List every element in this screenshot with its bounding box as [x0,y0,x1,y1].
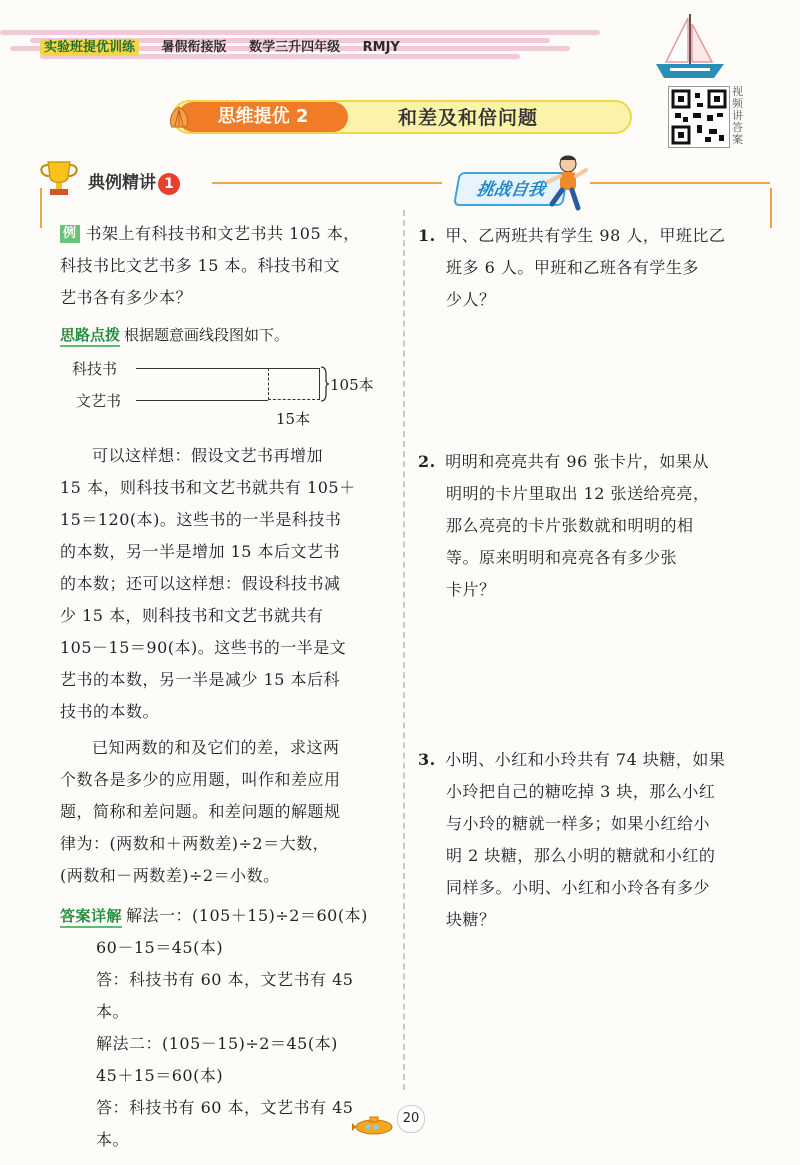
question-line: 同样多。小明、小红和小玲各有多少 [446,878,711,897]
section-rule [212,182,442,184]
series-header [40,36,400,55]
diagram-difference-box [268,368,320,400]
explanation-line: 15 本，则科技书和文艺书就共有 105＋ [60,478,356,497]
question-line: 小玲把自己的糖吃掉 3 块，那么小红 [446,782,716,801]
rule-line: (两数和－两数差)÷2＝小数。 [60,866,280,885]
example-section-header [88,168,180,195]
explanation-paragraph [60,440,392,728]
example-question-line: 例 书架上有科技书和文艺书共 105 本， [60,218,390,250]
column-divider [403,210,405,1090]
explanation-line: 可以这样想：假设文艺书再增加 [92,446,324,465]
trophy-icon [36,158,82,198]
question-line: 班多 6 人。甲班和乙班各有学生多 [446,258,699,277]
question-number: 2. [418,452,436,471]
page-number: 20 [397,1105,425,1133]
boat-icon [650,10,730,85]
diagram-bottom-label: 文艺书 [76,392,122,410]
subject-label: 数学三升四年级 [249,40,341,55]
explanation-line: 艺书的本数，另一半是减少 15 本后科 [60,670,341,689]
explanation-line: 技书的本数。 [60,702,160,721]
diagram-top-label: 科技书 [72,360,118,378]
challenge-2: 2. 明明和亮亮共有 96 张卡片，如果从 明明的卡片里取出 12 张送给亮亮， 那么亮亮的卡片张数就和明明的相 等。原来明明和亮亮各有多少张 卡片？ [418,446,768,606]
rule-line: 已知两数的和及它们的差，求这两 [92,738,340,757]
qr-label: 视频讲答案 [732,85,743,146]
diagram-diff-label: 15本 [276,410,311,428]
answer-label: 答案详解 [60,906,122,928]
running-kid-icon [538,152,590,214]
question-line: 少人？ [446,290,496,309]
question-number: 3. [418,750,436,769]
example-section-title: 典例精讲 [88,173,156,193]
question-line: 与小玲的糖就一样多；如果小红给小 [446,814,711,833]
challenge-3: 3. 小明、小红和小玲共有 74 块糖，如果 小玲把自己的糖吃掉 3 块，那么小红 与小玲的糖就一样多；如果小红给小 明 2 块糖，那么小明的糖就和小红的 同样多。小明、小红和小玲各有多少 块糖？ [418,744,768,936]
frame-right [770,188,772,228]
rule-line: 题，简称和差问题。和差问题的解题规 [60,802,341,821]
example-question [60,218,390,314]
frame-left [40,188,42,228]
hint-label: 思路点拨 [60,325,120,347]
example-badge: 例 [60,225,80,243]
hint-row [60,324,390,347]
qr-code-icon[interactable] [668,86,730,148]
explanation-line: 15＝120(本)。这些书的一半是科技书 [60,510,342,529]
challenge-section-header: 挑战自我 [453,172,569,206]
section-rule-right [590,182,770,184]
explanation-line: 的本数；还可以这样想：假设科技书减 [60,574,341,593]
question-line: 明 2 块糖，那么小明的糖就和小红的 [446,846,716,865]
page-title: 和差及和倍问题 [398,107,539,129]
answer-line: 答：科技书有 60 本，文艺书有 45 本。 [96,970,354,1021]
answer-block [60,900,392,1156]
answer-line: 解法二：(105－15)÷2＝45(本) [96,1034,338,1053]
answer-line: 答：科技书有 60 本，文艺书有 45 本。 [96,1098,354,1149]
example-question-line: 科技书比文艺书多 15 本。科技书和文 [60,256,341,275]
series-tag: 实验班提优训练 [40,39,139,56]
explanation-line: 的本数，另一半是增加 15 本后文艺书 [60,542,341,561]
answer-line: 60－15＝45(本) [96,938,224,957]
submarine-icon [352,1115,394,1135]
diagram-bottom-segment [136,400,268,401]
rule-paragraph [60,732,392,892]
edition-label: 暑假衔接版 [161,40,227,55]
rule-line: 个数各是多少的应用题，叫作和差应用 [60,770,341,789]
question-line: 等。原来明明和亮亮各有多少张 [446,548,678,567]
question-line: 卡片？ [446,580,496,599]
diagram-total-label: 105本 [330,376,374,394]
rule-line: 律为：(两数和＋两数差)÷2＝大数， [60,834,330,853]
question-line: 那么亮亮的卡片张数就和明明的相 [446,516,694,535]
shell-icon [166,104,192,130]
explanation-line: 少 15 本，则科技书和文艺书就共有 [60,606,324,625]
example-question-line: 艺书各有多少本？ [60,288,193,307]
answer-line: 45＋15＝60(本) [96,1066,224,1085]
title-badge: 思维提优 2 [178,102,348,132]
question-line: 明明的卡片里取出 12 张送给亮亮， [446,484,710,503]
diagram-brace [320,366,330,402]
example-section-number: 1 [158,173,180,195]
challenge-1: 1. 甲、乙两班共有学生 98 人，甲班比乙 班多 6 人。甲班和乙班各有学生多 少人？ [418,220,768,316]
question-line: 块糖？ [446,910,496,929]
explanation-line: 105－15＝90(本)。这些书的一半是文 [60,638,347,657]
answer-line: 答案详解 解法一：(105＋15)÷2＝60(本) [60,900,392,932]
hint-text: 根据题意画线段图如下。 [124,326,290,344]
book-code: RMJY [362,40,400,55]
question-number: 1. [418,226,436,245]
